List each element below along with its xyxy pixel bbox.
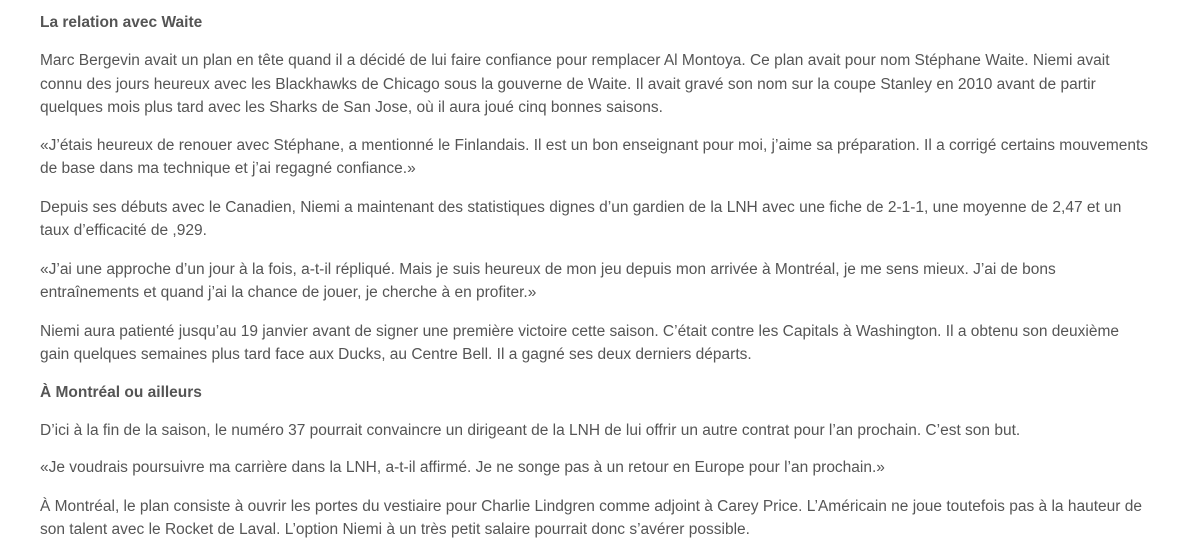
article-paragraph-8: À Montréal, le plan consiste à ouvrir les portes du vestiaire pour Charlie Lindgren comme adjoint à Carey Price. L’Américain ne joue toutefois pas à la hauteur de son talent avec le Rocket de Laval. L’option Niemi à un très petit salaire pourrait donc s’avérer possible.: [40, 497, 1142, 538]
article-paragraph-3: Depuis ses débuts avec le Canadien, Niemi a maintenant des statistiques dignes d’un gardien de la LNH avec une fiche de 2-1-1, une moyenne de 2,47 et un taux d’efficacité de ,929.: [40, 198, 1122, 239]
article-paragraph-6: D’ici à la fin de la saison, le numéro 37 pourrait convaincre un dirigeant de la LNH de lui offrir un autre contrat pour l’an prochain. C’est son but.: [40, 421, 1021, 439]
article-paragraph-4: «J’ai une approche d’un jour à la fois, a-t-il répliqué. Mais je suis heureux de mon jeu depuis mon arrivée à Montréal, je me sens mieux. J’ai de bons entraînements et quand j’ai la chance de jouer, je cherche à en profiter.»: [40, 260, 1056, 301]
section-heading-montreal-ou-ailleurs: À Montréal ou ailleurs: [40, 383, 202, 401]
article-paragraph-1: Marc Bergevin avait un plan en tête quand il a décidé de lui faire confiance pour remplacer Al Montoya. Ce plan avait pour nom Stéphane Waite. Niemi avait connu des jours heureux avec les Blackhawks de Chicago sous la gouverne de Waite. Il avait gravé son nom sur la coupe Stanley en 2010 avant de partir quelques mois plus tard avec les Sharks de San Jose, où il aura joué cinq bonnes saisons.: [40, 52, 1110, 116]
article-paragraph-5: Niemi aura patienté jusqu’au 19 janvier avant de signer une première victoire cette saison. C’était contre les Capitals à Washington. Il a obtenu son deuxième gain quelques semaines plus tard face aux Ducks, au Centre Bell. Il a gagné ses deux derniers départs.: [40, 322, 1119, 363]
article-paragraph-2: «J’étais heureux de renouer avec Stéphane, a mentionné le Finlandais. Il est un bon enseignant pour moi, j’aime sa préparation. Il a corrigé certains mouvements de base dans ma technique et j’ai regagné confiance.»: [40, 136, 1149, 177]
article-body: [40, 0, 1150, 542]
article-paragraph-7: «Je voudrais poursuivre ma carrière dans la LNH, a-t-il affirmé. Je ne songe pas à un retour en Europe pour l’an prochain.»: [40, 459, 885, 476]
section-heading-relation-waite: La relation avec Waite: [40, 14, 203, 31]
